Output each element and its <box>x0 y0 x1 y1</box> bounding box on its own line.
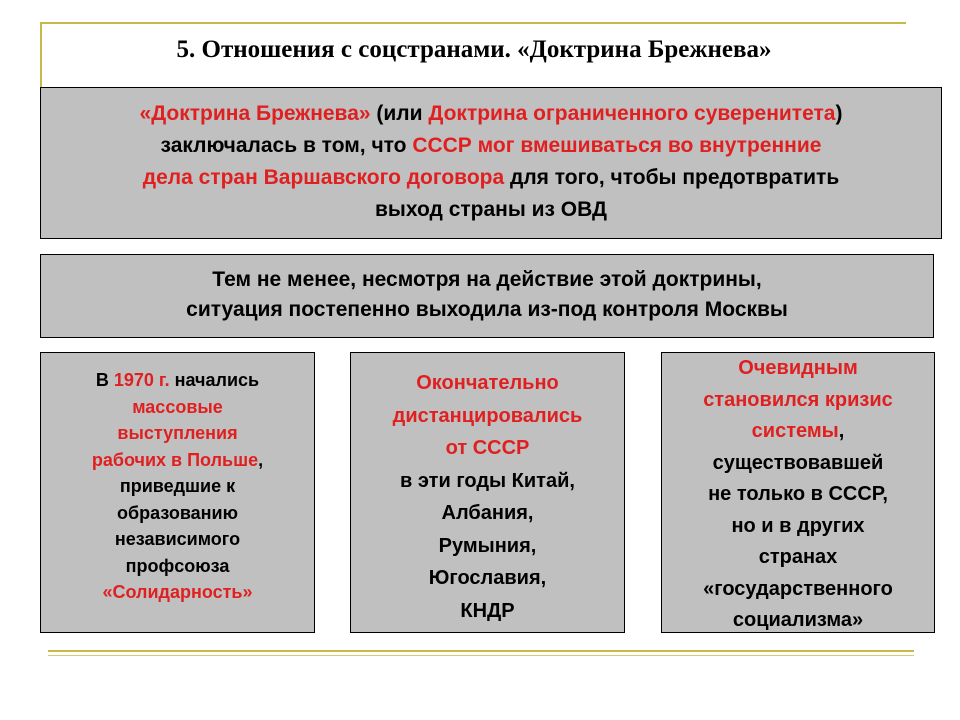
poland-box <box>40 352 315 633</box>
doctrine-line-2 <box>41 130 941 162</box>
top-rule <box>40 22 906 24</box>
distanced-line-6: Румыния, <box>438 534 537 557</box>
crisis-line-9: социализма» <box>732 609 864 631</box>
doctrine-box <box>40 87 942 239</box>
crisis-line-1: Очевидным <box>738 357 858 379</box>
crisis-line-8: «государственного <box>703 577 893 600</box>
distanced-line-7: Югославия, <box>428 567 547 589</box>
poland-line-9: «Солидарность» <box>102 582 253 602</box>
highlight-fragment: рабочих в Польше <box>91 449 259 470</box>
text-fragment: , <box>838 420 845 442</box>
poland-line-4 <box>41 447 314 474</box>
distanced-line-5: Албания, <box>441 502 534 524</box>
crisis-line-2: становился кризис <box>703 388 893 411</box>
text-fragment: , <box>258 449 264 470</box>
distanced-box <box>350 352 625 633</box>
bottom-rule-thin <box>48 655 914 656</box>
crisis-line-7: странах <box>758 546 838 568</box>
poland-line-3: выступления <box>117 423 238 443</box>
nevertheless-box <box>40 254 934 338</box>
text-fragment: ) <box>835 102 843 125</box>
crisis-line-6: но и в других <box>731 514 865 537</box>
text-fragment: заключалась в том, что <box>160 134 413 157</box>
crisis-line-4: существовавшей <box>712 451 884 474</box>
highlight-fragment: СССР мог вмешиваться во внутренние <box>412 134 822 157</box>
poland-line-2: массовые <box>132 396 223 417</box>
year-1970: 1970 г. <box>113 370 170 390</box>
poland-line-7: независимого <box>114 529 241 549</box>
text-fragment: для того, чтобы предотвратить <box>504 166 840 189</box>
doctrine-alt-name: Доктрина ограниченного суверенитета <box>428 102 836 125</box>
doctrine-name: «Доктрина Брежнева» <box>139 102 371 125</box>
poland-line-8: профсоюза <box>125 555 230 576</box>
distanced-line-4: в эти годы Китай, <box>400 469 575 492</box>
text-fragment: В <box>95 370 114 390</box>
doctrine-line-1 <box>41 98 941 130</box>
doctrine-line-4: выход страны из ОВД <box>374 198 607 221</box>
distanced-line-8: КНДР <box>460 599 515 622</box>
nevertheless-line-2: ситуация постепенно выходила из-под контроля Москвы <box>186 298 788 321</box>
nevertheless-line-1: Тем не менее, несмотря на действие этой доктрины, <box>212 268 762 291</box>
crisis-box <box>661 352 935 633</box>
doctrine-line-3 <box>41 162 941 194</box>
poland-line-6: образованию <box>117 502 238 523</box>
poland-line-1 <box>41 367 314 394</box>
text-fragment: (или <box>370 102 429 125</box>
bottom-rule <box>48 650 914 652</box>
highlight-fragment: дела стран Варшавского договора <box>142 166 505 189</box>
highlight-fragment: системы <box>751 420 839 442</box>
crisis-line-3 <box>662 416 934 448</box>
crisis-line-5: не только в СССР, <box>708 483 888 505</box>
poland-line-5: приведшие к <box>119 476 236 496</box>
distanced-line-1: Окончательно <box>416 372 559 394</box>
text-fragment: начались <box>169 370 260 390</box>
slide-title: 5. Отношения с соцстранами. «Доктрина Брежнева» <box>176 36 772 63</box>
distanced-line-2: дистанцировались <box>392 404 583 427</box>
distanced-line-3: от СССР <box>445 437 530 459</box>
